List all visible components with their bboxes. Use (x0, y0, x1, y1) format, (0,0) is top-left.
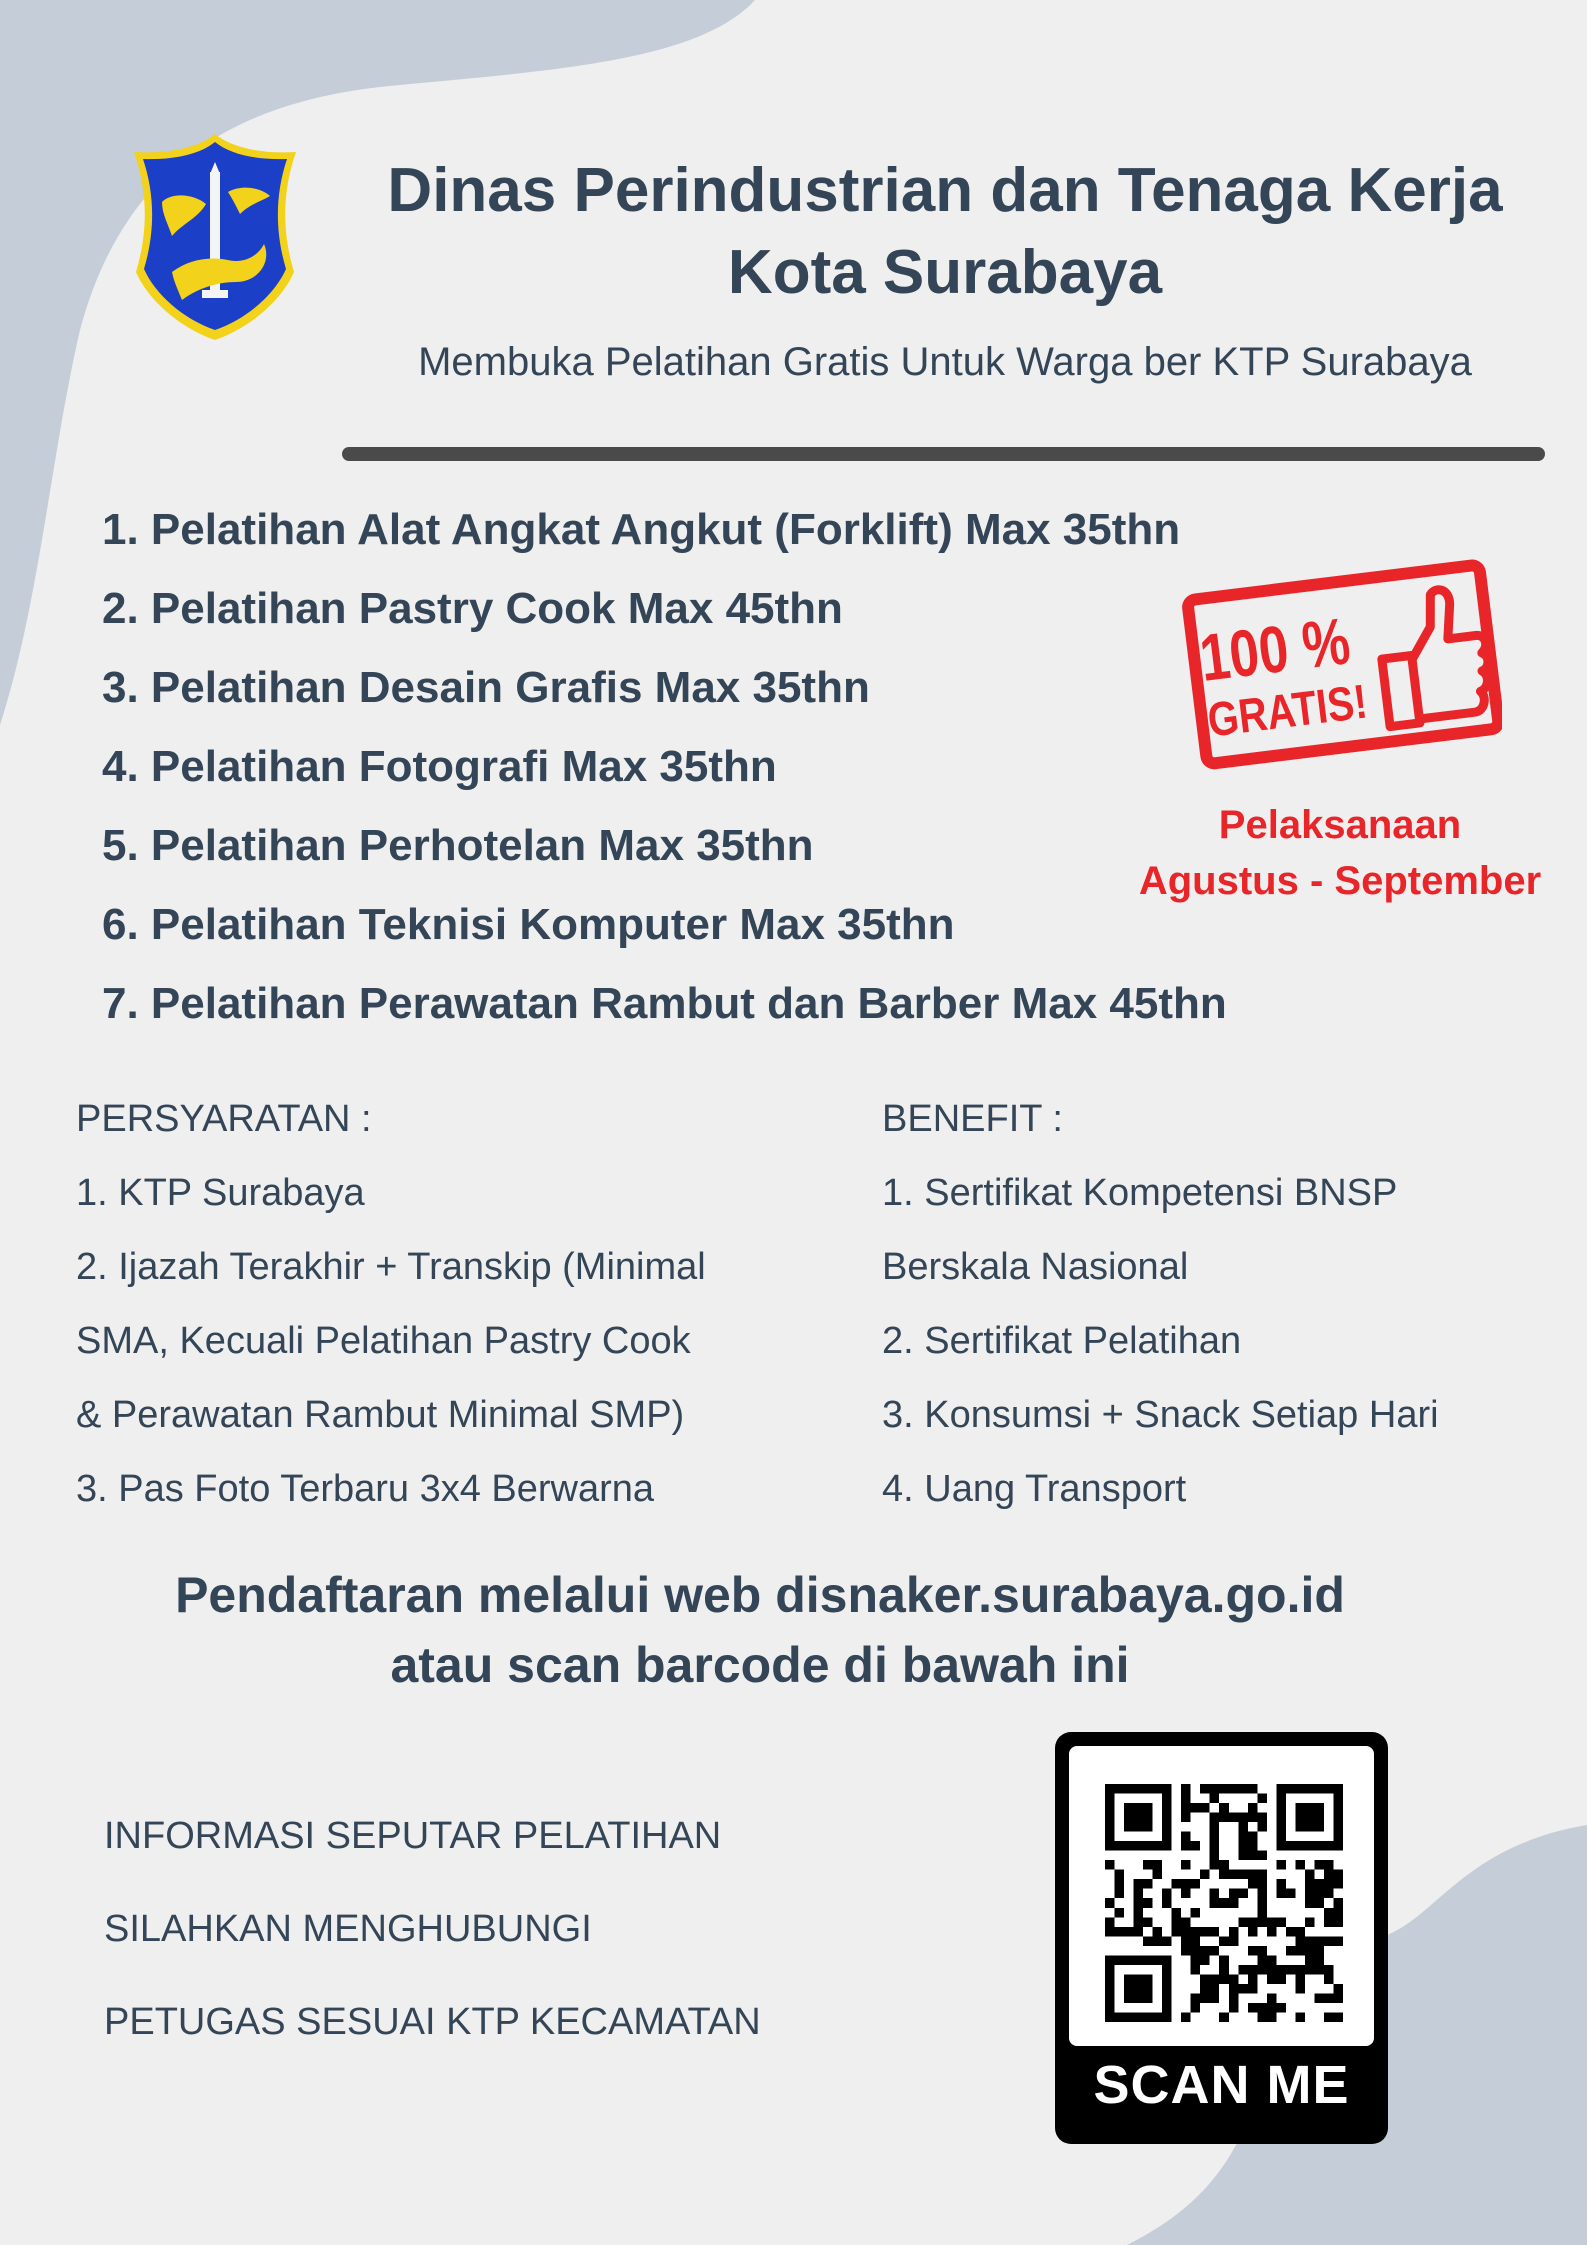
training-item: 7. Pelatihan Perawatan Rambut dan Barber Max 45thn (102, 979, 1227, 1028)
training-item: 3. Pelatihan Desain Grafis Max 35thn (102, 663, 870, 712)
qr-code-card[interactable] (1055, 1732, 1388, 2144)
stamp-text-percent: 100 % (1195, 598, 1391, 695)
benefit-line: 1. Sertifikat Kompetensi BNSP (882, 1172, 1398, 1214)
title-line-1: Dinas Perindustrian dan Tenaga Kerja (387, 156, 1503, 225)
benefit-line: 2. Sertifikat Pelatihan (882, 1320, 1242, 1362)
title-line-2: Kota Surabaya (727, 238, 1163, 307)
qr-code-icon[interactable] (1105, 1784, 1343, 2022)
schedule-line-2: Agustus - September (1138, 859, 1542, 903)
requirement-line: 3. Pas Foto Terbaru 3x4 Berwarna (76, 1468, 655, 1510)
registration-line-2: atau scan barcode di bawah ini (390, 1637, 1130, 1693)
training-item: 1. Pelatihan Alat Angkat Angkut (Forklift) Max 35thn (102, 505, 1181, 554)
registration-note (60, 1560, 1460, 1700)
requirements-section (76, 1082, 856, 1526)
benefits-section (882, 1082, 1562, 1526)
page-subtitle: Membuka Pelatihan Gratis Untuk Warga ber KTP Surabaya (418, 340, 1472, 384)
training-item: 5. Pelatihan Perhotelan Max 35thn (102, 821, 814, 870)
stamp-text-gratis: GRATIS! (1204, 671, 1404, 748)
free-stamp-badge (1182, 552, 1502, 774)
benefits-heading: BENEFIT : (882, 1098, 1063, 1140)
requirement-line: & Perawatan Rambut Minimal SMP) (76, 1394, 685, 1436)
info-line: INFORMASI SEPUTAR PELATIHAN (104, 1815, 722, 1857)
info-line: SILAHKAN MENGHUBUNGI (104, 1908, 592, 1950)
training-item: 6. Pelatihan Teknisi Komputer Max 35thn (102, 900, 955, 949)
surabaya-emblem-logo (132, 132, 298, 342)
schedule-note (1110, 797, 1570, 909)
training-item: 4. Pelatihan Fotografi Max 35thn (102, 742, 777, 791)
scan-me-label: SCAN ME (1093, 2055, 1350, 2115)
training-item: 2. Pelatihan Pastry Cook Max 45thn (102, 584, 843, 633)
requirement-line: SMA, Kecuali Pelatihan Pastry Cook (76, 1320, 691, 1362)
benefit-line: Berskala Nasional (882, 1246, 1189, 1288)
info-line: PETUGAS SESUAI KTP KECAMATAN (104, 2001, 761, 2043)
header-divider (342, 447, 1545, 461)
page-title (330, 150, 1560, 314)
benefit-line: 4. Uang Transport (882, 1468, 1187, 1510)
thumbs-up-icon (1374, 585, 1494, 727)
registration-line-1: Pendaftaran melalui web disnaker.surabaya.go.id (175, 1567, 1345, 1623)
schedule-line-1: Pelaksanaan (1218, 803, 1462, 847)
contact-info (104, 1790, 924, 2069)
requirement-line: 2. Ijazah Terakhir + Transkip (Minimal (76, 1246, 706, 1288)
qr-code-frame (1069, 1746, 1374, 2046)
requirements-heading: PERSYARATAN : (76, 1098, 372, 1140)
benefit-line: 3. Konsumsi + Snack Setiap Hari (882, 1394, 1439, 1436)
requirement-line: 1. KTP Surabaya (76, 1172, 365, 1214)
